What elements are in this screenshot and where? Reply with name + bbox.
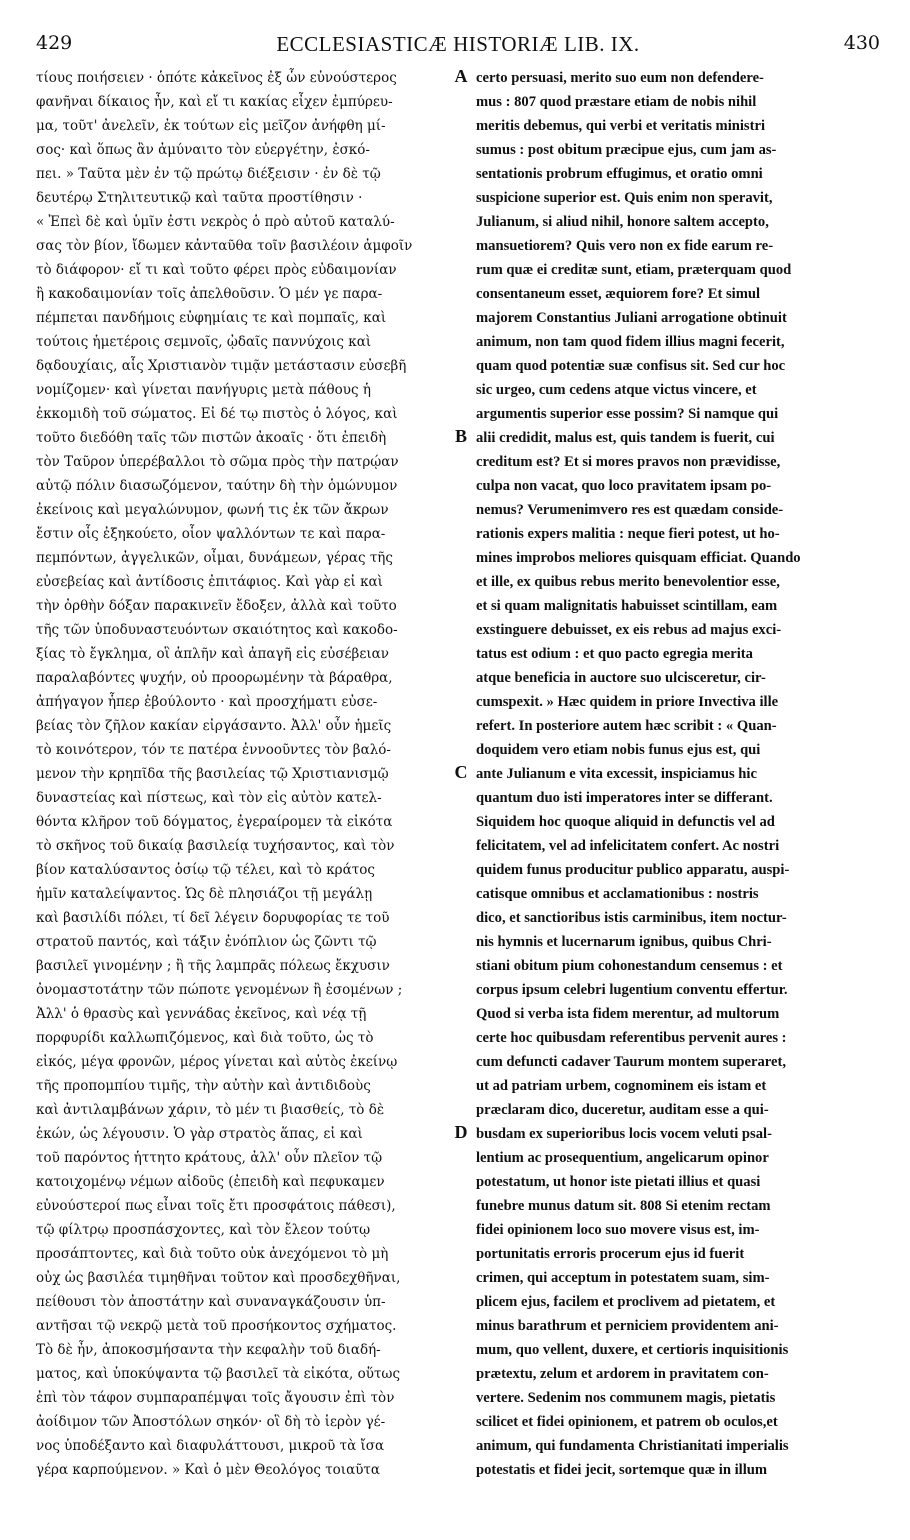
latin-text-line: sumus : post obitum præcipue ejus, cum jam as- (476, 142, 777, 158)
latin-text-line: minus barathrum et perniciem providentem ani- (476, 1318, 779, 1334)
latin-text-line: scilicet et fidei opinionem, et patrem ob oculos,et (476, 1414, 778, 1430)
latin-text-line: potestatis et fidei jecit, sortemque quæ in illum (476, 1462, 768, 1478)
latin-text-column (476, 66, 880, 1482)
latin-text-line: catisque omnibus et acclamationibus : nostris (476, 886, 759, 902)
latin-text-line: cumspexit. » Hæc quidem in priore Invectiva ille (476, 694, 779, 710)
greek-text-line: εὐνούστεροί πως εἶναι τοῖς ἔτι προσφάτοις πάθεσι), (36, 1198, 396, 1214)
margin-letter-b: B (454, 426, 467, 446)
greek-text-line: βίον καταλύσαντος ὁσίῳ τῷ τέλει, καὶ τὸ κράτος (36, 862, 375, 878)
latin-text-line: felicitatem, vel ad infelicitatem confert. Ac nostri (476, 838, 780, 854)
greek-text-line: τοῦ παρόντος ἡττητο κράτους, ἀλλ' οὖν πλεῖον τῷ (36, 1150, 383, 1166)
greek-text-line: τὴν ὀρθὴν δόξαν παρακινεῖν ἔδοξεν, ἀλλὰ καὶ τοῦτο (36, 598, 397, 614)
latin-text-line: consentaneum esset, æquiorem fore? Et simul (476, 286, 761, 302)
greek-text-line: πορφυρίδι καλλωπιζόμενος, καὶ διὰ τοῦτο, ὡς τὸ (36, 1030, 374, 1046)
greek-text-line: καὶ βασιλίδι πόλει, τί δεῖ λέγειν δορυφορίας τε τοῦ (36, 910, 390, 926)
page-number-right: 430 (843, 32, 880, 54)
latin-text-line: mines improbos meliores quisquam efficiat. Quando (476, 550, 801, 566)
greek-text-line: ἀπήγαγον ἧπερ ἐβούλοντο · καὶ προσχήματι εὐσε- (36, 694, 378, 710)
greek-text-line: δευτέρῳ Στηλιτευτικῷ καὶ ταῦτα προστίθησιν · (36, 190, 363, 206)
latin-text-line: cum defuncti cadaver Taurum montem superaret, (476, 1054, 786, 1070)
greek-text-line: τοῦτο διεδόθη ταῖς τῶν πιστῶν ἀκοαῖς · ὅτι ἐπειδὴ (36, 430, 387, 446)
latin-text-line: majorem Constantius Juliani arrogatione obtinuit (476, 310, 787, 326)
greek-text-line: τὸ κοινότερον, τόν τε πατέρα ἐννοοῦντες τὸν βαλό- (36, 742, 391, 758)
latin-text-line: vertere. Sedenim nos communem magis, pietatis (476, 1390, 776, 1406)
latin-text-line: prætextu, zelum et ardorem in pravitatem con- (476, 1366, 769, 1382)
greek-text-line: βείας τὸν ζῆλον κακίαν εἰργάσαντο. Ἀλλ' οὖν ἡμεῖς (36, 718, 392, 734)
greek-text-line: τῆς προπομπίου τιμῆς, τὴν αὐτὴν καὶ ἀντιδιδοὺς (36, 1078, 371, 1094)
greek-text-column (36, 66, 448, 1482)
greek-text-line: ἑκών, ὡς λέγουσιν. Ὁ γὰρ στρατὸς ἅπας, εἰ καὶ (36, 1126, 363, 1142)
greek-text-line: ἐκείνοις καὶ μεγαλώνυμον, φωνή τις ἐκ τῶν ἄκρων (36, 502, 389, 518)
latin-text-line: Siquidem hoc quoque aliquid in defunctis vel ad (476, 814, 775, 830)
margin-letter-c: C (454, 762, 468, 782)
latin-text-line: quidem funus producitur publico apparatu, auspi- (476, 862, 790, 878)
greek-text-line: στρατοῦ παντός, καὶ τάξιν ἐνόπλιον ὡς ζῶντι τῷ (36, 934, 377, 950)
greek-text-line: τὸ διάφορον· εἴ τι καὶ τοῦτο φέρει πρὸς εὐδαιμονίαν (36, 262, 397, 278)
latin-text-line: nis hymnis et lucernarum ignibus, quibus Chri- (476, 934, 772, 950)
greek-text-line: μα, τοῦτ' ἀνελεῖν, ἐκ τούτων εἰς μεῖζον ἀνήφθη μί- (36, 118, 386, 134)
margin-letter-d: D (454, 1122, 468, 1142)
greek-text-line: ὀνομαστοτάτην τῶν πώποτε γενομένων ἢ ἐσομένων ; (36, 982, 403, 998)
latin-text-line: dico, et sanctioribus istis carminibus, item noctur- (476, 910, 787, 926)
latin-text-line: et ille, ex quibus rebus merito benevolentior esse, (476, 574, 780, 590)
greek-text-line: τὸ σκῆνος τοῦ δικαίᾳ βασιλείᾳ τυχήσαντος, καὶ τὸν (36, 838, 395, 854)
greek-text-line: Τὸ δὲ ἦν, ἀποκοσμήσαντα τὴν κεφαλὴν τοῦ διαδή- (36, 1342, 381, 1358)
latin-text-line: mansuetiorem? Quis vero non ex fide earum re- (476, 238, 774, 254)
latin-text-line: portunitatis erroris procerum ejus id fuerit (476, 1246, 745, 1262)
latin-text-line: sic urgeo, cum cedens atque victus vincere, et (476, 382, 757, 398)
latin-text-line: ante Julianum e vita excessit, inspiciamus hic (476, 766, 757, 782)
latin-text-line: busdam ex superioribus locis vocem veluti psal- (476, 1126, 772, 1142)
latin-text-line: meritis debemus, qui verbi et veritatis ministri (476, 118, 765, 134)
greek-text-line: ἔστιν οἷς ἐξηκούετο, οἷον ψαλλόντων τε καὶ παρα- (36, 526, 386, 542)
running-header (36, 32, 880, 58)
latin-text-line: animum, non tam quod fidem illius magni fecerit, (476, 334, 785, 350)
greek-text-line: κατοιχομένῳ νέμων αἰδοῦς (ἐπειδὴ καὶ πεφυκαμεν (36, 1174, 385, 1190)
greek-text-line: τῆς τῶν ὑποδυναστευόντων σκαιότητος καὶ κακοδο- (36, 622, 398, 638)
greek-text-line: νομίζομεν· καὶ γίνεται πανήγυρις μετὰ πάθους ἡ (36, 382, 371, 398)
greek-text-line: σας τὸν βίον, ἴδωμεν κἀνταῦθα τοῖν βασιλέοιν ἀμφοῖν (36, 238, 413, 254)
latin-text-line: rationis expers malitia : neque fieri potest, ut ho- (476, 526, 780, 542)
greek-text-line: ξίας τὸ ἔγκλημα, οἳ ἁπλῆν καὶ ἀπαγῆ εἰς εὐσέβειαν (36, 646, 389, 662)
greek-text-line: γέρα καρπούμενον. » Καὶ ὁ μὲν Θεολόγος τοιαῦτα (36, 1462, 380, 1478)
latin-text-line: lentium ac prosequentium, angelicarum opinor (476, 1150, 769, 1166)
greek-text-line: αντῆσαι τῷ νεκρῷ μετὰ τοῦ προσήκοντος σχήματος. (36, 1318, 397, 1334)
latin-text-line: mus : 807 quod præstare etiam de nobis nihil (476, 94, 757, 110)
greek-text-line: ματος, καὶ ὑποκύψαντα τῷ βασιλεῖ τὰ εἰκότα, οὕτως (36, 1366, 401, 1382)
margin-letter-a: A (454, 66, 468, 86)
greek-text-line: τούτοις ἡμετέροις σεμνοῖς, ᾠδαῖς παννύχοις καὶ (36, 334, 372, 350)
latin-text-line: Julianum, si aliud nihil, honore saltem accepto, (476, 214, 769, 230)
greek-text-line: πει. » Ταῦτα μὲν ἐν τῷ πρώτῳ διέξεισιν · ἐν δὲ τῷ (36, 166, 381, 182)
latin-text-line: sentationis probrum effugimus, et oratio omni (476, 166, 763, 182)
greek-text-line: δᾳδουχίαις, αἷς Χριστιανὸν τιμᾷν μετάστασιν εὐσεβῆ (36, 358, 407, 374)
latin-text-line: præclaram dico, duceretur, auditam esse a qui- (476, 1102, 769, 1118)
latin-text-line: Quod si verba ista fidem merentur, ad multorum (476, 1006, 780, 1022)
latin-text-line: mum, quo vellent, duxere, et certioris inquisitionis (476, 1342, 789, 1358)
latin-text-line: potestatum, ut honor iste pietati illius et quasi (476, 1174, 761, 1190)
latin-text-line: alii credidit, malus est, quis tandem is fuerit, cui (476, 430, 775, 446)
latin-text-line: creditum est? Et si mores pravos non prævidisse, (476, 454, 781, 470)
greek-text-line: Ἀλλ' ὁ θρασὺς καὶ γεννάδας ἐκεῖνος, καὶ νέᾳ τῇ (36, 1006, 367, 1022)
greek-text-line: βασιλεῖ γινομένην ; ἢ τῆς λαμπρᾶς πόλεως ἔκχυσιν (36, 958, 390, 974)
greek-text-line: νος ὑποδέξαντο καὶ διαφυλάττουσι, μικροῦ τὰ ἴσα (36, 1438, 385, 1454)
latin-text-line: exstinguere debuisset, ex eis rebus ad majus exci- (476, 622, 782, 638)
latin-text-line: certo persuasi, merito suo eum non defendere- (476, 70, 764, 86)
latin-text-line: plicem ejus, facilem et proclivem ad pietatem, et (476, 1294, 776, 1310)
latin-text-line: ut ad patriam urbem, cognominem eis istam et (476, 1078, 767, 1094)
greek-text-line: σος· καὶ ὅπως ἂν ἀμύναιτο τὸν εὐεργέτην, ἐσκό- (36, 142, 370, 158)
greek-text-line: « Ἐπεὶ δὲ καὶ ὑμῖν ἐστι νεκρὸς ὁ πρὸ αὐτοῦ καταλύ- (36, 214, 395, 230)
latin-text-line: animum, qui fundamenta Christianitati imperialis (476, 1438, 789, 1454)
greek-text-line: πείθουσι τὸν ἀποστάτην καὶ συναναγκάζουσιν ὑπ- (36, 1294, 386, 1310)
greek-text-line: πέμπεται πανδήμοις εὐφημίαις τε καὶ πομπαῖς, καὶ (36, 310, 387, 326)
latin-text-line: crimen, qui acceptum in potestatem suam, sim- (476, 1270, 770, 1286)
greek-text-line: οὐχ ὡς βασιλέα τιμηθῆναι τοῦτον καὶ προσδεχθῆναι, (36, 1270, 401, 1286)
latin-text-line: et si quam malignitatis habuisset scintillam, eam (476, 598, 778, 614)
latin-text-line: fidei opinionem loco suo movere visus est, im- (476, 1222, 760, 1238)
greek-text-line: ἀοίδιμον τῶν Ἀποστόλων σηκόν· οἳ δὴ τὸ ἱερὸν γέ- (36, 1414, 386, 1430)
greek-text-line: ἢ κακοδαιμονίαν τοῖς ἀπελθοῦσιν. Ὁ μέν γε παρα- (36, 286, 383, 302)
greek-text-line: ἡμῖν καταλείψαντος. Ὡς δὲ πλησιάζοι τῇ μεγάλῃ (36, 886, 373, 902)
greek-text-line: θόντα κλῆρον τοῦ δόγματος, ἐγεραίρομεν τὰ εἰκότα (36, 814, 393, 830)
running-title: ECCLESIASTICÆ HISTORIÆ LIB. IX. (276, 32, 640, 56)
greek-text-line: εὐσεβείας καὶ ἀντίδοσις ἐπιτάφιος. Καὶ γὰρ εἰ καὶ (36, 574, 383, 590)
latin-text-line: doquidem vero etiam nobis funus ejus est, qui (476, 742, 761, 758)
latin-text-line: suspicione superior est. Quis enim non speravit, (476, 190, 773, 206)
greek-text-line: καὶ ἀντιλαμβάνων χάριν, τὸ μέν τι βιασθείς, τὸ δὲ (36, 1102, 385, 1118)
latin-text-line: quantum duo isti imperatores inter se differant. (476, 790, 773, 806)
greek-text-line: τὸν Ταῦρον ὑπερέβαλλοι τὸ σῶμα πρὸς τὴν πατρῴαν (36, 454, 399, 470)
greek-text-line: αὐτῷ πόλιν διασωζόμενον, ταύτην δὴ τὴν ὁμώνυμον (36, 478, 398, 494)
latin-text-line: quam quod potentiæ suæ confisus sit. Sed cur hoc (476, 358, 786, 374)
greek-text-line: παραλαβόντες ψυχήν, οὐ προορωμένην τὰ βάραθρα, (36, 670, 393, 686)
page-number-left: 429 (36, 32, 73, 54)
latin-text-line: certe hoc quibusdam referentibus pervenit aures : (476, 1030, 787, 1046)
latin-text-line: funebre munus datum sit. 808 Si etenim rectam (476, 1198, 771, 1214)
latin-text-line: rum quæ ei creditæ sunt, etiam, præterquam quod (476, 262, 792, 278)
greek-text-line: ἐκκομιδὴ τοῦ σώματος. Εἰ δέ τῳ πιστὸς ὁ λόγος, καὶ (36, 406, 398, 422)
latin-text-line: tatus est odium : et quo pacto egregia merita (476, 646, 753, 662)
greek-text-line: δυναστείας καὶ πίστεως, καὶ τὸν εἰς αὐτὸν κατελ- (36, 790, 382, 806)
latin-text-line: nemus? Verumenimvero res est quædam conside- (476, 502, 784, 518)
greek-text-line: πεμπόντων, ἀγγελικῶν, οἶμαι, δυνάμεων, γέρας τῆς (36, 550, 393, 566)
latin-text-line: atque beneficia in auctore suo ulcisceretur, cir- (476, 670, 766, 686)
greek-text-line: προσάπτοντες, καὶ διὰ τοῦτο οὐκ ἀνεχόμενοι τὸ μὴ (36, 1246, 389, 1262)
greek-text-line: ἐπὶ τὸν τάφον συμπαραπέμψαι τοῖς ἄγουσιν ἐπὶ τὸν (36, 1390, 395, 1406)
greek-text-line: μενον τὴν κρηπῖδα τῆς βασιλείας τῷ Χριστιανισμῷ (36, 766, 389, 782)
latin-text-line: stiani obitum pium cohonestandum censemus : et (476, 958, 783, 974)
latin-text-line: argumentis superior esse possim? Si namque qui (476, 406, 779, 422)
greek-text-line: τῷ φίλτρῳ προσπάσχοντες, καὶ τὸν ἔλεον τούτῳ (36, 1222, 371, 1238)
latin-text-line: refert. In posteriore autem hæc scribit : « Quan- (476, 718, 777, 734)
latin-text-line: culpa non vacat, quo loco pravitatem ipsam po- (476, 478, 772, 494)
latin-text-line: corpus ipsum celebri lugentium conventu effertur. (476, 982, 788, 998)
greek-text-line: φανῆναι δίκαιος ἦν, καὶ εἴ τι κακίας εἶχεν ἐμπύρευ- (36, 94, 393, 110)
greek-text-line: εἰκός, μέγα φρονῶν, μέρος γίνεται καὶ αὐτὸς ἐκείνῳ (36, 1054, 398, 1070)
greek-text-line: τίους ποιήσειεν · ὁπότε κἀκεῖνος ἐξ ὧν εὐνούστερος (36, 70, 397, 86)
